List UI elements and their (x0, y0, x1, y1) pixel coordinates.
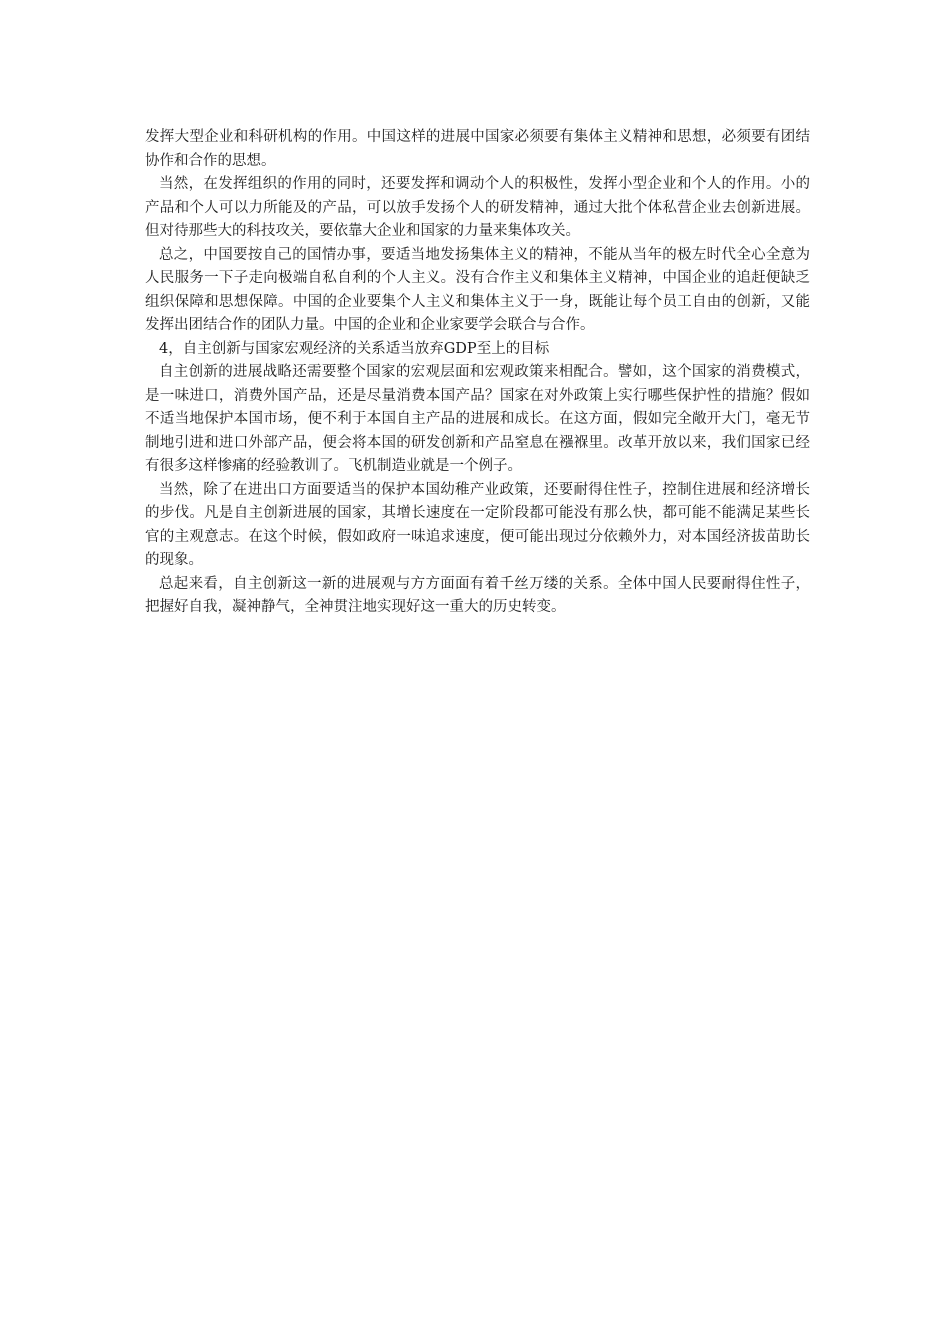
document-body (145, 126, 810, 620)
paragraph-continued: 发挥大型企业和科研机构的作用。中国这样的进展中国家必须要有集体主义精神和思想，必须要有团结协作和合作的思想。 (145, 129, 810, 169)
paragraph-summary-collectivism: 总之，中国要按自己的国情办事，要适当地发扬集体主义的精神，不能从当年的极左时代全心全意为人民服务一下子走向极端自私自利的个人主义。没有合作主义和集体主义精神，中国企业的追赶便缺乏组织保障和思想保障。中国的企业要集个人主义和集体主义于一身，既能让每个员工自由的创新，又能发挥出团结合作的团队力量。中国的企业和企业家要学会联合与合作。 (145, 246, 810, 333)
paragraph-individual-initiative: 当然，在发挥组织的作用的同时，还要发挥和调动个人的积极性，发挥小型企业和个人的作用。小的产品和个人可以力所能及的产品，可以放手发扬个人的研发精神，通过大批个体私营企业去创新进展。但对待那些大的科技攻关，要依靠大企业和国家的力量来集体攻关。 (145, 176, 810, 239)
paragraph-macro-policy: 自主创新的进展战略还需要整个国家的宏观层面和宏观政策来相配合。譬如，这个国家的消费模式，是一味进口，消费外国产品，还是尽量消费本国产品？国家在对外政策上实行哪些保护性的措施？假如不适当地保护本国市场，便不利于本国自主产品的进展和成长。在这方面，假如完全敞开大门，毫无节制地引进和进口外部产品，便会将本国的研发创新和产品窒息在襁褓里。改革开放以来，我们国家已经有很多这样惨痛的经验教训了。飞机制造业就是一个例子。 (145, 364, 810, 474)
section-heading-4: 4，自主创新与国家宏观经济的关系适当放弃GDP至上的目标 (159, 340, 550, 357)
paragraph-growth-pace: 当然，除了在进出口方面要适当的保护本国幼稚产业政策，还要耐得住性子，控制住进展和经济增长的步伐。凡是自主创新进展的国家，其增长速度在一定阶段都可能没有那么快，都可能不能满足某些长官的主观意志。在这个时候，假如政府一味追求速度，便可能出现过分依赖外力，对本国经济拔苗助长的现象。 (145, 481, 810, 568)
paragraph-conclusion: 总起来看，自主创新这一新的进展观与方方面面有着千丝万缕的关系。全体中国人民要耐得住性子，把握好自我，凝神静气，全神贯注地实现好这一重大的历史转变。 (145, 575, 810, 615)
